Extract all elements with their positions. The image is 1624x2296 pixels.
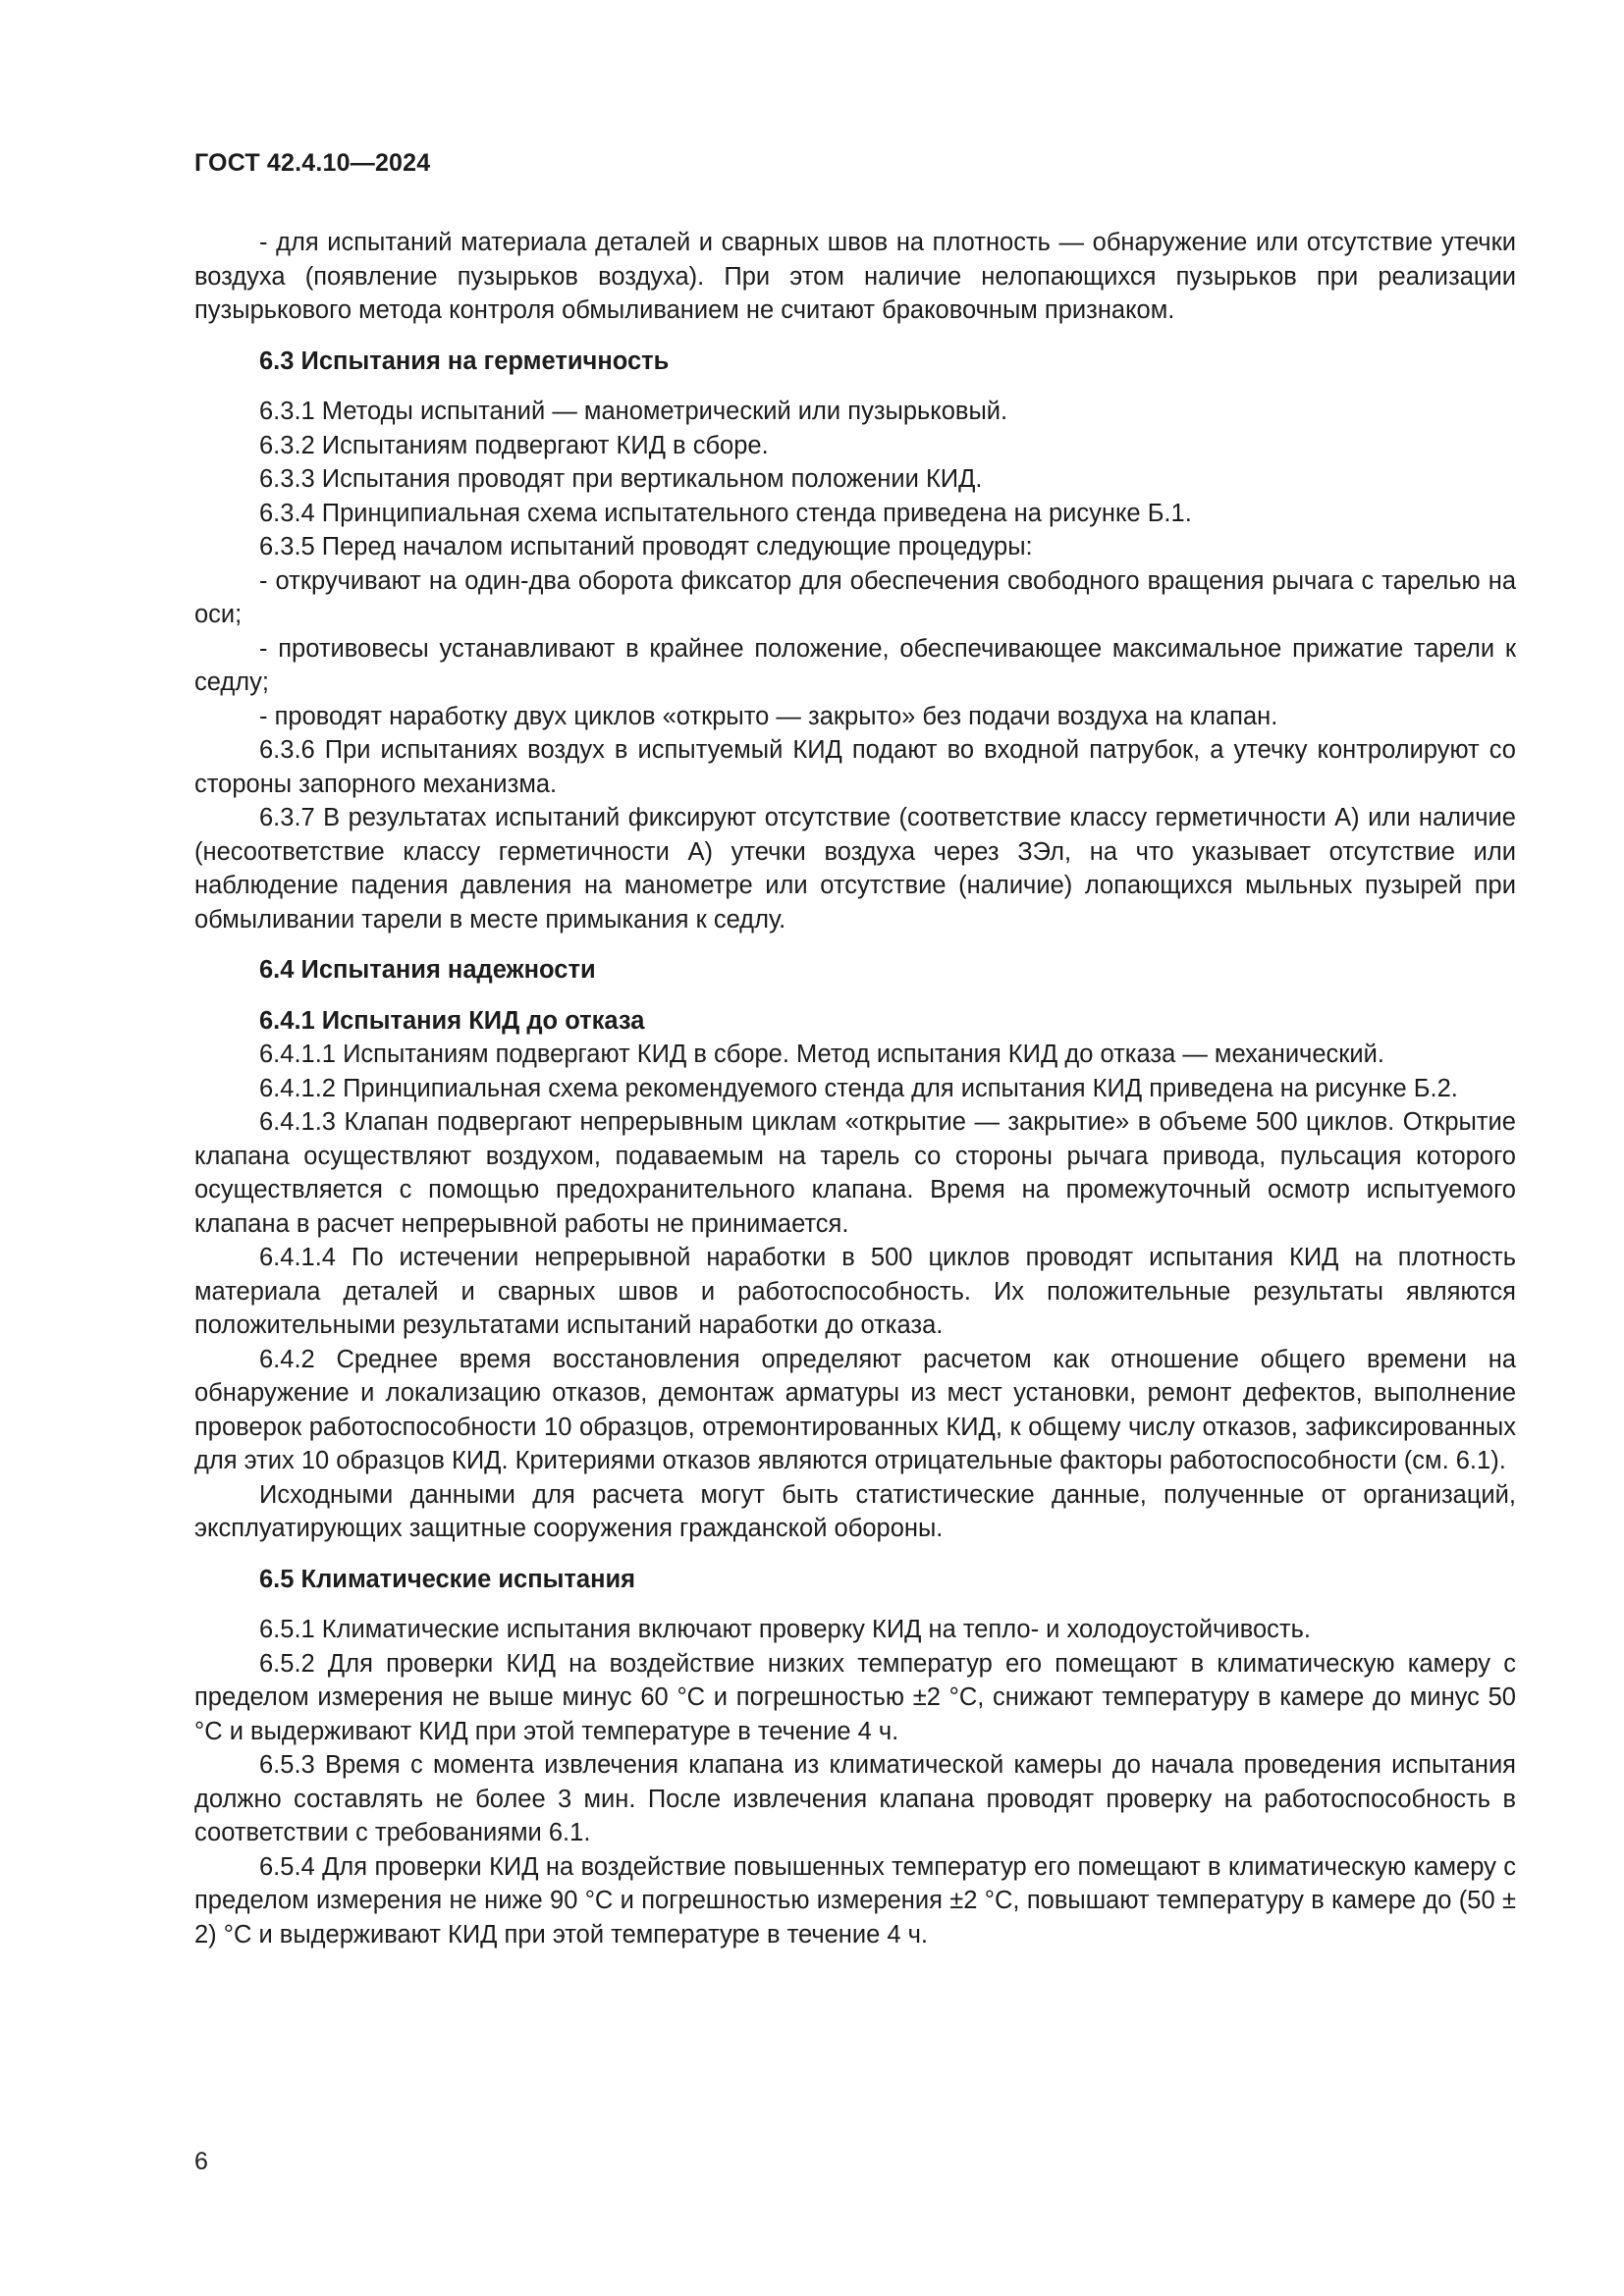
paragraph-6-3-2: 6.3.2 Испытаниям подвергают КИД в сборе.	[259, 431, 769, 459]
paragraph-6-4-1-2: 6.4.1.2 Принципиальная схема рекомендуемого стенда для испытания КИД приведена на рисунке Б.2.	[259, 1074, 1458, 1102]
paragraph-6-3-1: 6.3.1 Методы испытаний — манометрический или пузырьковый.	[259, 398, 1008, 425]
document-body	[194, 226, 1516, 1951]
list-item-6-3-5-b: - противовесы устанавливают в крайнее положение, обеспечивающее максимальное прижатие тарели к седлу;	[194, 634, 1516, 696]
paragraph-6-3-6: 6.3.6 При испытаниях воздух в испытуемый КИД подают во входной патрубок, а утечку контролируют со стороны запорного механизма.	[194, 736, 1516, 798]
document-header: ГОСТ 42.4.10—2024	[194, 149, 431, 177]
section-heading-6-4: 6.4 Испытания надежности	[259, 956, 596, 984]
paragraph-6-4-2: 6.4.2 Среднее время восстановления определяют расчетом как отношение общего времени на обнаружение и локализацию отказов, демонтаж арматуры из мест установки, ремонт дефектов, выполнение проверок работоспособности 10 образцов, отремонтированных КИД, к общему числу отказов, зафиксированных для этих 10 образцов КИД. Критериями отказов являются отрицательные факторы работоспособности (см. 6.1).	[194, 1345, 1516, 1474]
paragraph-6-5-3: 6.5.3 Время с момента извлечения клапана из климатической камеры до начала проведения испытания должно составлять не более 3 мин. После извлечения клапана проводят проверку на работоспособность в соответствии с требованиями 6.1.	[194, 1751, 1516, 1846]
paragraph-6-4-1-4: 6.4.1.4 По истечении непрерывной наработки в 500 циклов проводят испытания КИД на плотность материала деталей и сварных швов и работоспособность. Их положительные результаты являются положительными результатами испытаний наработки до отказа.	[194, 1244, 1516, 1339]
paragraph-6-4-1-1: 6.4.1.1 Испытаниям подвергают КИД в сборе. Метод испытания КИД до отказа — механический.	[259, 1041, 1385, 1068]
paragraph-6-5-4: 6.5.4 Для проверки КИД на воздействие повышенных температур его помещают в климатическую камеру с пределом измерения не ниже 90 °С и погрешностью измерения ±2 °С, повышают температуру в камере до (50 ± 2) °С и выдерживают КИД при этой температуре в течение 4 ч.	[194, 1852, 1516, 1949]
paragraph-6-3-3: 6.3.3 Испытания проводят при вертикальном положении КИД.	[259, 465, 983, 493]
page-number: 6	[194, 2148, 208, 2175]
paragraph: - для испытаний материала деталей и сварных швов на плотность — обнаружение или отсутствие утечки воздуха (появление пузырьков воздуха). При этом наличие нелопающихся пузырьков при реализации пузырькового метода контроля обмыливанием не считают браковочным признаком.	[194, 229, 1516, 324]
paragraph-6-4-2-b: Исходными данными для расчета могут быть статистические данные, полученные от организаций, эксплуатирующих защитные сооружения гражданской обороны.	[194, 1480, 1516, 1542]
paragraph-6-3-5: 6.3.5 Перед началом испытаний проводят следующие процедуры:	[259, 533, 1033, 561]
list-item-6-3-5-a: - откручивают на один-два оборота фиксатор для обеспечения свободного вращения рычага с тарелью на оси;	[194, 566, 1516, 628]
paragraph-6-3-7: 6.3.7 В результатах испытаний фиксируют отсутствие (соответствие классу герметичности А) или наличие (несоответствие классу герметичности А) утечки воздуха через ЗЭл, на что указывает отсутствие или наблюдение падения давления на манометре или отсутствие (наличие) лопающихся мыльных пузырей при обмыливании тарели в месте примыкания к седлу.	[194, 804, 1516, 934]
paragraph-6-5-1: 6.5.1 Климатические испытания включают проверку КИД на тепло- и холодоустойчивость.	[259, 1616, 1311, 1643]
paragraph-6-4-1-3: 6.4.1.3 Клапан подвергают непрерывным циклам «открытие — закрытие» в объеме 500 циклов. Открытие клапана осуществляют воздухом, подаваемым на тарель со стороны рычага привода, пульсация которого осуществляется с помощью предохранительного клапана. Время на промежуточный осмотр испытуемого клапана в расчет непрерывной работы не принимается.	[194, 1108, 1516, 1238]
subsection-heading-6-4-1: 6.4.1 Испытания КИД до отказа	[259, 1006, 645, 1035]
paragraph-6-5-2: 6.5.2 Для проверки КИД на воздействие низких температур его помещают в климатическую камеру с пределом измерения не выше минус 60 °С и погрешностью ±2 °С, снижают температуру в камере до минус 50 °С и выдерживают КИД при этой температуре в течение 4 ч.	[194, 1649, 1516, 1745]
section-heading-6-5: 6.5 Климатические испытания	[259, 1565, 636, 1593]
list-item-6-3-5-c: - проводят наработку двух циклов «открыто — закрыто» без подачи воздуха на клапан.	[259, 702, 1278, 730]
section-heading-6-3: 6.3 Испытания на герметичность	[259, 347, 670, 375]
paragraph-6-3-4: 6.3.4 Принципиальная схема испытательного стенда приведена на рисунке Б.1.	[259, 499, 1192, 527]
